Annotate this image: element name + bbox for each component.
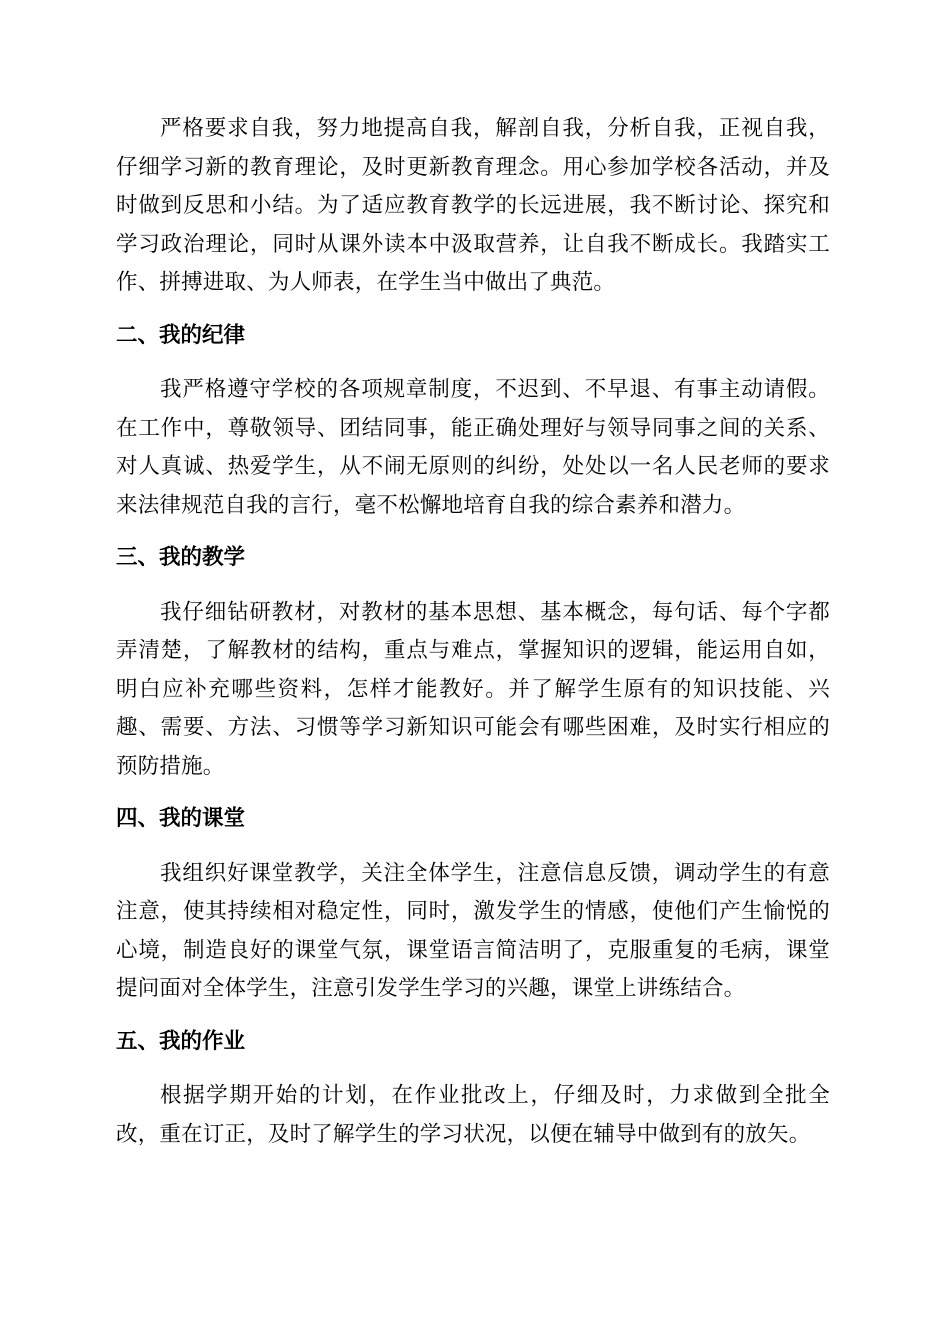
intro-paragraph: 严格要求自我，努力地提高自我，解剖自我，分析自我，正视自我，仔细学习新的教育理论，及时更新教育理念。用心参加学校各活动，并及时做到反思和小结。为了适应教育教学的长远进展，我不断讨论、探究和学习政治理论，同时从课外读本中汲取营养，让自我不断成长。我踏实工作、拼搏进取、为人师表，在学生当中做出了典范。 (116, 116, 830, 295)
section-heading-discipline: 二、我的纪律 (116, 322, 246, 348)
section-heading-teaching: 三、我的教学 (116, 545, 246, 570)
section-heading-homework: 五、我的作业 (116, 1028, 246, 1054)
section-body-classroom: 我组织好课堂教学，关注全体学生，注意信息反馈，调动学生的有意注意，使其持续相对稳定性，同时，激发学生的情感，使他们产生愉悦的心境，制造良好的课堂气氛，课堂语言简洁明了，克服重复的毛病，课堂提问面对全体学生，注意引发学生学习的兴趣，课堂上讲练结合。 (116, 860, 830, 1001)
section-body-discipline: 我严格遵守学校的各项规章制度，不迟到、不早退、有事主动请假。在工作中，尊敬领导、团结同事，能正确处理好与领导同事之间的关系、对人真诚、热爱学生，从不闹无原则的纠纷，处处以一名人民老师的要求来法律规范自我的言行，毫不松懈地培育自我的综合素养和潜力。 (116, 377, 830, 518)
section-heading-classroom: 四、我的课堂 (116, 806, 246, 831)
section-body-teaching: 我仔细钻研教材，对教材的基本思想、基本概念，每句话、每个字都弄清楚，了解教材的结构，重点与难点，掌握知识的逻辑，能运用自如，明白应补充哪些资料，怎样才能教好。并了解学生原有的知识技能、兴趣、需要、方法、习惯等学习新知识可能会有哪些困难，及时实行相应的预防措施。 (116, 599, 830, 779)
section-body-homework: 根据学期开始的计划，在作业批改上，仔细及时，力求做到全批全改，重在订正，及时了解学生的学习状况，以便在辅导中做到有的放矢。 (116, 1083, 830, 1147)
document-body (116, 110, 830, 1154)
